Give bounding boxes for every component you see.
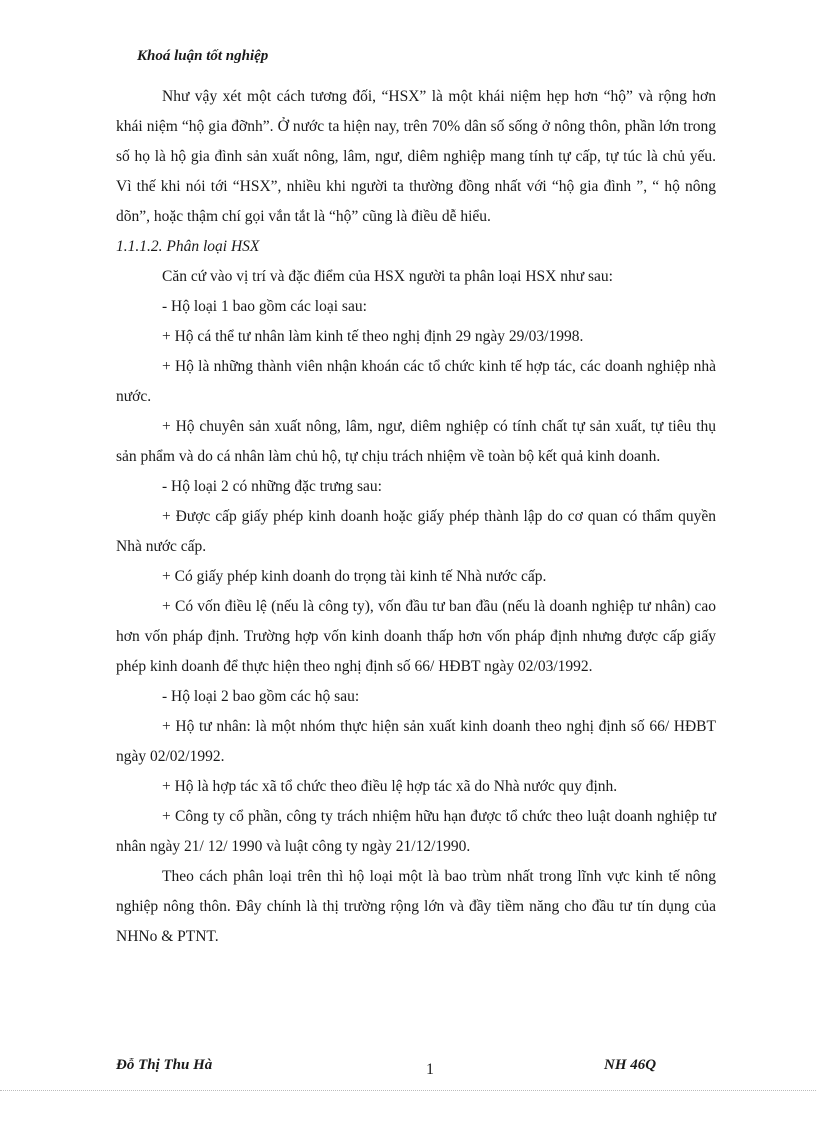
- document-header-title: Khoá luận tốt nghiệp: [137, 48, 269, 64]
- footer-author: Đỗ Thị Thu Hà: [116, 1057, 213, 1073]
- list-item: + Hộ là hợp tác xã tổ chức theo điều lệ hợp tác xã do Nhà nước quy định.: [162, 778, 618, 795]
- list-item-type2: - Hộ loại 2 có những đặc trưng sau:: [162, 478, 382, 495]
- list-item: + Hộ tư nhân: là một nhóm thực hiện sản xuất kinh doanh theo nghị định số 66/ HĐBT ngày 02/02/1992.: [116, 718, 716, 765]
- list-item: + Hộ là những thành viên nhận khoán các tổ chức kinh tế hợp tác, các doanh nghiệp nhà nước.: [116, 358, 716, 405]
- document-body: [116, 82, 716, 952]
- paragraph-classification: Căn cứ vào vị trí và đặc điểm của HSX người ta phân loại HSX như sau:: [162, 268, 613, 285]
- list-item: + Có giấy phép kinh doanh do trọng tài kinh tế Nhà nước cấp.: [162, 568, 547, 585]
- paragraph-conclusion: Theo cách phân loại trên thì hộ loại một là bao trùm nhất trong lĩnh vực kinh tế nông nghiệp nông thôn. Đây chính là thị trường rộng lớn và đầy tiềm năng cho đầu tư tín dụng của NHNo & PTNT.: [116, 868, 716, 945]
- list-item: + Có vốn điều lệ (nếu là công ty), vốn đầu tư ban đầu (nếu là doanh nghiệp tư nhân) cao hơn vốn pháp định. Trường hợp vốn kinh doanh thấp hơn vốn pháp định nhưng được cấp giấy phép kinh doanh để thực hiện theo nghị định số 66/ HĐBT ngày 02/03/1992.: [116, 598, 716, 675]
- list-item-type2b: - Hộ loại 2 bao gồm các hộ sau:: [162, 688, 360, 705]
- list-item: + Hộ cá thể tư nhân làm kinh tế theo nghị định 29 ngày 29/03/1998.: [162, 328, 584, 345]
- footer-class-code: NH 46Q: [604, 1057, 657, 1073]
- page-number: 1: [426, 1061, 434, 1078]
- list-item: + Công ty cổ phần, công ty trách nhiệm hữu hạn được tổ chức theo luật doanh nghiệp tư nhân ngày 21/ 12/ 1990 và luật công ty ngày 21/12/1990.: [116, 808, 716, 855]
- paragraph-intro: Như vậy xét một cách tương đối, “HSX” là một khái niệm hẹp hơn “hộ” và rộng hơn khái niệm “hộ gia đỡnh”. Ở nước ta hiện nay, trên 70% dân số sống ở nông thôn, phần lớn trong số họ là hộ gia đình sản xuất nông, lâm, ngư, diêm nghiệp mang tính tự cấp, tự túc là chủ yếu. Vì thế khi nói tới “HSX”, nhiều khi người ta thường đồng nhất với “hộ gia đình ”, “ hộ nông dõn”, hoặc thậm chí gọi vắn tắt là “hộ” cũng là điều dễ hiểu.: [116, 88, 716, 225]
- page-bottom-divider: [0, 1090, 816, 1091]
- section-heading: 1.1.1.2. Phân loại HSX: [116, 238, 260, 255]
- list-item-type1: - Hộ loại 1 bao gồm các loại sau:: [162, 298, 367, 315]
- list-item: + Hộ chuyên sản xuất nông, lâm, ngư, diêm nghiệp có tính chất tự sản xuất, tự tiêu thụ sản phẩm và do cá nhân làm chủ hộ, tự chịu trách nhiệm về toàn bộ kết quả kinh doanh.: [116, 418, 716, 465]
- list-item: + Được cấp giấy phép kinh doanh hoặc giấy phép thành lập do cơ quan có thẩm quyền Nhà nước cấp.: [116, 508, 716, 555]
